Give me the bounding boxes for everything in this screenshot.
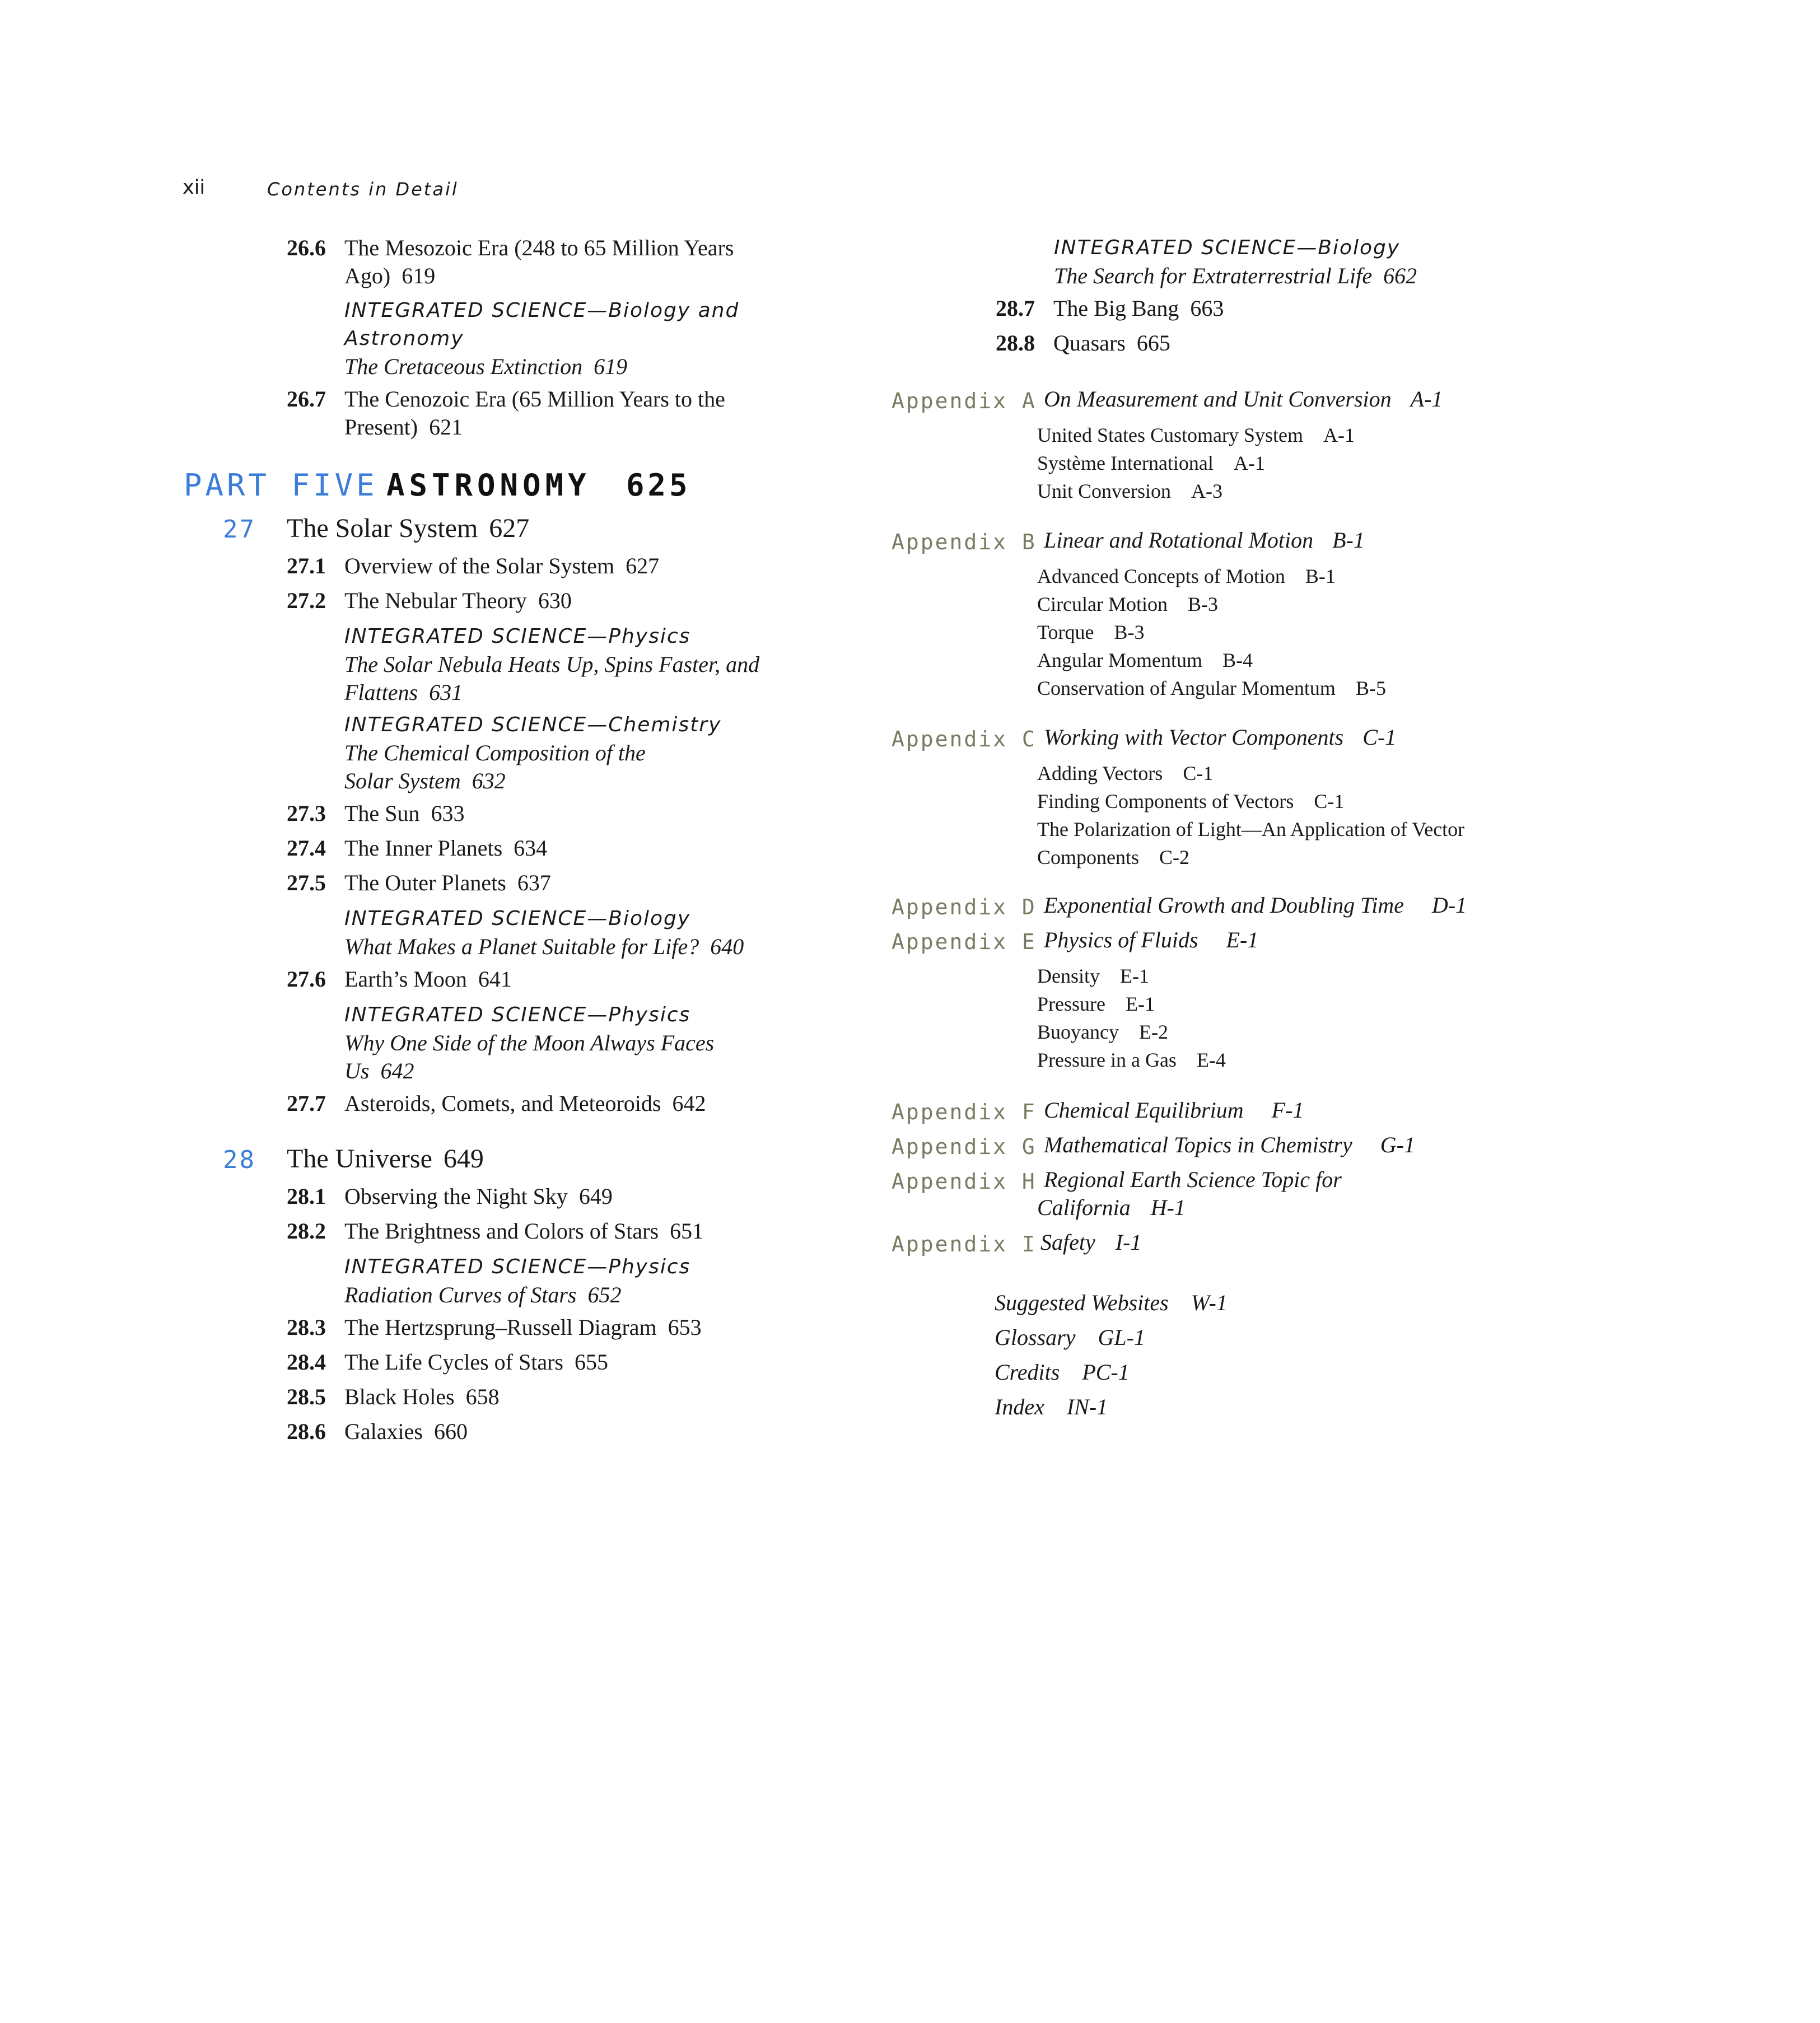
page-number: A-1 (1410, 386, 1443, 412)
toc-subitem[interactable]: Conservation of Angular Momentum B-5 (1037, 677, 1386, 699)
toc-subitem[interactable]: United States Customary System A-1 (1037, 424, 1355, 446)
page-number: 627 (489, 513, 530, 543)
page-number: D-1 (1431, 893, 1467, 918)
appendix-label: Appendix F (892, 1100, 1037, 1124)
toc-appendix-d[interactable]: Exponential Growth and Doubling Time D-1 (1044, 893, 1467, 918)
appendix-b-subitems (1037, 562, 1386, 702)
toc-back-credits[interactable]: Credits PC-1 (995, 1359, 1130, 1385)
toc-section-26-7-cont: Present) 621 (344, 414, 463, 440)
toc-appendix-i[interactable]: Safety I-1 (1040, 1230, 1142, 1255)
running-head-title: Contents in Detail (267, 179, 459, 200)
part-title: ASTRONOMY (386, 468, 591, 503)
toc-back-glossary[interactable]: Glossary GL-1 (995, 1325, 1145, 1350)
toc-appendix-c[interactable]: Working with Vector Components C-1 (1044, 725, 1397, 750)
page-number: 665 (1136, 330, 1170, 356)
toc-back-suggested-websites[interactable]: Suggested Websites W-1 (995, 1290, 1228, 1315)
chapter-number: 28 (223, 1146, 256, 1174)
page-number: 663 (1190, 296, 1224, 321)
page-number: 633 (431, 801, 465, 826)
toc-subitem[interactable]: Pressure E-1 (1037, 993, 1155, 1015)
toc-section-26-7[interactable]: 26.7 The Cenozoic Era (65 Million Years to the (287, 386, 725, 412)
toc-section-28-3[interactable]: 28.3 The Hertzsprung–Russell Diagram 653 (287, 1315, 702, 1340)
toc-subitem[interactable]: The Polarization of Light—An Application of Vector (1037, 818, 1465, 840)
back-matter-list (995, 1286, 1228, 1424)
appendix-label: Appendix B (892, 530, 1037, 554)
integrated-science-label-cont: Astronomy (344, 327, 464, 350)
toc-section-26-6[interactable]: 26.6 The Mesozoic Era (248 to 65 Million Years (287, 235, 734, 260)
part-label: PART FIVE (184, 468, 378, 503)
toc-chapter-27[interactable]: The Solar System 627 (287, 513, 530, 543)
toc-section-27-4[interactable]: 27.4 The Inner Planets 634 (287, 835, 548, 861)
toc-subitem[interactable]: Pressure in a Gas E-4 (1037, 1049, 1226, 1071)
page-number: 642 (672, 1091, 706, 1116)
page-folio: xii (183, 176, 206, 199)
page-number: 651 (670, 1218, 704, 1244)
part-page-number: 625 (626, 468, 691, 503)
toc-subitem[interactable]: Density E-1 (1037, 965, 1149, 987)
page-number: C-1 (1362, 725, 1397, 750)
toc-feature-moon-side-cont: Us 642 (344, 1058, 414, 1083)
toc-subitem-cont: Components C-2 (1037, 846, 1190, 868)
page-number: 637 (517, 870, 551, 895)
toc-subitem[interactable]: Angular Momentum B-4 (1037, 649, 1253, 671)
page-number: 627 (626, 553, 660, 578)
toc-subitem[interactable]: Système International A-1 (1037, 452, 1265, 474)
appendix-label: Appendix C (892, 727, 1037, 751)
appendix-c-subitems (1037, 759, 1464, 871)
toc-section-28-6[interactable]: 28.6 Galaxies 660 (287, 1419, 468, 1444)
integrated-science-label: INTEGRATED SCIENCE—Chemistry (344, 713, 722, 736)
appendix-label: Appendix I (892, 1232, 1037, 1256)
toc-back-index[interactable]: Index IN-1 (995, 1394, 1108, 1419)
toc-section-27-5[interactable]: 27.5 The Outer Planets 637 (287, 870, 551, 895)
toc-subitem[interactable]: Adding Vectors C-1 (1037, 762, 1214, 784)
toc-section-26-6-cont: Ago) 619 (344, 263, 436, 288)
page-number: 634 (514, 835, 548, 861)
chapter-number: 27 (223, 515, 256, 544)
toc-feature-planet-life[interactable]: What Makes a Planet Suitable for Life? 640 (344, 934, 744, 959)
appendix-a-subitems (1037, 421, 1355, 505)
toc-feature-chemical-composition[interactable]: The Chemical Composition of the (344, 740, 646, 765)
toc-section-28-4[interactable]: 28.4 The Life Cycles of Stars 655 (287, 1349, 608, 1375)
appendix-label: Appendix A (892, 389, 1037, 413)
page-number: 649 (443, 1144, 484, 1174)
page-number: 619 (594, 354, 628, 379)
page-number: 631 (429, 680, 463, 705)
toc-subitem[interactable]: Advanced Concepts of Motion B-1 (1037, 565, 1336, 587)
toc-appendix-a[interactable]: On Measurement and Unit Conversion A-1 (1044, 386, 1443, 412)
toc-feature-moon-side[interactable]: Why One Side of the Moon Always Faces (344, 1030, 715, 1055)
appendix-label: Appendix G (892, 1134, 1037, 1159)
page-number: F-1 (1271, 1097, 1304, 1123)
page-number: 649 (578, 1184, 613, 1209)
page-number: 630 (538, 588, 572, 613)
page-number: H-1 (1150, 1195, 1186, 1220)
page-number: E-1 (1226, 927, 1259, 952)
appendix-label: Appendix E (892, 929, 1037, 954)
page-number: 632 (472, 768, 506, 793)
toc-section-28-7[interactable]: 28.7 The Big Bang 663 (996, 296, 1224, 321)
toc-feature-cretaceous[interactable]: The Cretaceous Extinction 619 (344, 354, 628, 379)
toc-appendix-h-cont: California H-1 (1037, 1195, 1186, 1220)
integrated-science-label: INTEGRATED SCIENCE—Physics (344, 1255, 691, 1278)
toc-section-27-7[interactable]: 27.7 Asteroids, Comets, and Meteoroids 642 (287, 1091, 706, 1116)
page-number: 662 (1383, 263, 1417, 288)
page-number: 658 (465, 1384, 500, 1409)
toc-section-28-5[interactable]: 28.5 Black Holes 658 (287, 1384, 500, 1409)
toc-subitem[interactable]: Unit Conversion A-3 (1037, 480, 1222, 502)
toc-appendix-h[interactable]: Regional Earth Science Topic for (1044, 1167, 1342, 1192)
toc-section-27-2[interactable]: 27.2 The Nebular Theory 630 (287, 588, 572, 613)
appendix-label: Appendix H (892, 1169, 1037, 1194)
integrated-science-label: INTEGRATED SCIENCE—Physics (344, 1003, 691, 1026)
toc-subitem[interactable]: Circular Motion B-3 (1037, 593, 1218, 615)
page-number: G-1 (1380, 1132, 1415, 1157)
toc-subitem[interactable]: Finding Components of Vectors C-1 (1037, 790, 1345, 812)
toc-section-27-1[interactable]: 27.1 Overview of the Solar System 627 (287, 553, 660, 578)
appendix-label: Appendix D (892, 895, 1037, 919)
integrated-science-label: INTEGRATED SCIENCE—Biology (344, 907, 691, 930)
integrated-science-label: INTEGRATED SCIENCE—Biology and (344, 299, 740, 322)
toc-appendix-b[interactable]: Linear and Rotational Motion B-1 (1044, 527, 1365, 553)
toc-section-27-6[interactable]: 27.6 Earth’s Moon 641 (287, 966, 512, 992)
toc-appendix-e[interactable]: Physics of Fluids E-1 (1044, 927, 1259, 952)
page-number: 655 (575, 1349, 608, 1375)
toc-section-28-1[interactable]: 28.1 Observing the Night Sky 649 (287, 1184, 613, 1209)
toc-section-28-8[interactable]: 28.8 Quasars 665 (996, 330, 1170, 356)
toc-section-28-2[interactable]: 28.2 The Brightness and Colors of Stars 651 (287, 1218, 704, 1244)
integrated-science-label: INTEGRATED SCIENCE—Physics (344, 625, 691, 648)
appendix-e-subitems (1037, 962, 1226, 1074)
page-number: B-1 (1332, 527, 1365, 553)
page-number: I-1 (1115, 1230, 1142, 1255)
toc-feature-solar-nebula[interactable]: The Solar Nebula Heats Up, Spins Faster, and (344, 652, 760, 677)
toc-section-27-3[interactable]: 27.3 The Sun 633 (287, 801, 465, 826)
toc-chapter-28[interactable]: The Universe 649 (287, 1144, 484, 1174)
toc-feature-radiation-curves[interactable]: Radiation Curves of Stars 652 (344, 1282, 622, 1307)
toc-appendix-f[interactable]: Chemical Equilibrium F-1 (1044, 1097, 1304, 1123)
page-number: 621 (429, 414, 463, 440)
page-number: 660 (433, 1419, 468, 1444)
page-number: 652 (587, 1282, 622, 1307)
integrated-science-label: INTEGRATED SCIENCE—Biology (1054, 236, 1401, 259)
toc-feature-solar-nebula-cont: Flattens 631 (344, 680, 463, 705)
page-number: 641 (478, 966, 512, 992)
toc-feature-chemical-composition-cont: Solar System 632 (344, 768, 506, 793)
page-number: 653 (668, 1315, 702, 1340)
page-number: 642 (380, 1058, 414, 1083)
toc-subitem[interactable]: Buoyancy E-2 (1037, 1021, 1168, 1043)
toc-feature-extraterrestrial[interactable]: The Search for Extraterrestrial Life 662 (1054, 263, 1417, 288)
toc-appendix-g[interactable]: Mathematical Topics in Chemistry G-1 (1044, 1132, 1415, 1157)
page-number: 640 (710, 934, 744, 959)
toc-subitem[interactable]: Torque B-3 (1037, 621, 1145, 643)
page-number: 619 (402, 263, 436, 288)
